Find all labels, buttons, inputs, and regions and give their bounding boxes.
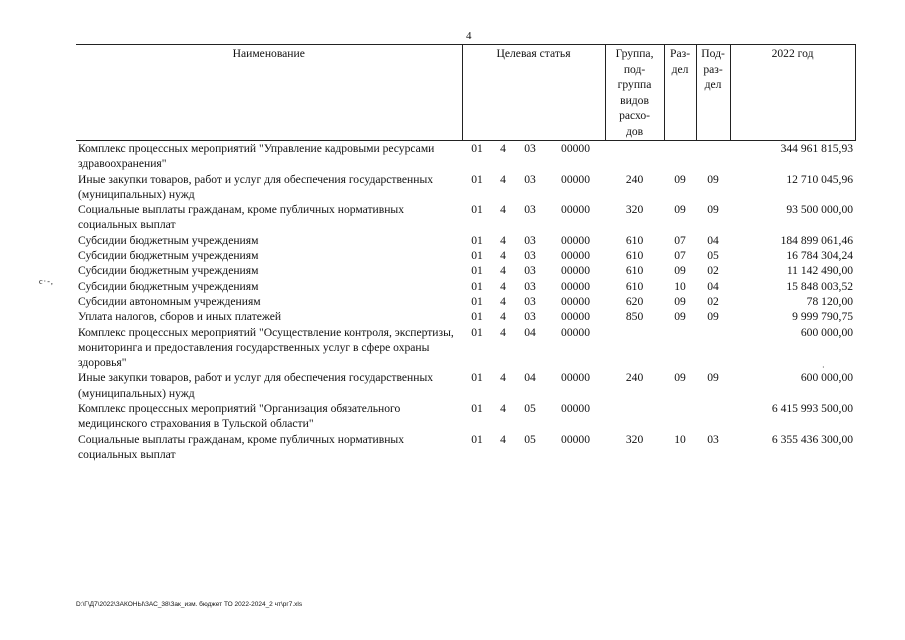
cell-t1: 01 [471, 432, 483, 446]
cell-t3: 04 [524, 371, 536, 385]
cell-amount: 600 000,00 [800, 371, 854, 385]
table-row [76, 172, 855, 203]
cell-t2: 4 [500, 233, 506, 247]
cell-name: Социальные выплаты гражданам, кроме публичных нормативных социальных выплат [78, 203, 405, 232]
cell-t2: 4 [500, 279, 506, 293]
cell-section [664, 325, 696, 371]
cell-t3: 03 [524, 294, 536, 308]
cell-name: Иные закупки товаров, работ и услуг для обеспечения государственных (муниципальных) нужд [78, 371, 434, 400]
cell-group: 610 [625, 233, 644, 247]
cell-t1: 01 [471, 264, 483, 278]
table-row [76, 432, 855, 463]
cell-group [605, 401, 664, 432]
cell-t4: 00000 [561, 432, 591, 446]
cell-name: Субсидии бюджетным учреждениям [78, 249, 259, 263]
table-row [76, 141, 855, 172]
cell-subsection: 02 [707, 264, 719, 278]
cell-group: 320 [625, 432, 644, 446]
cell-t4: 00000 [561, 279, 591, 293]
cell-amount: 600 000,00 [800, 325, 854, 339]
cell-t3: 03 [524, 142, 536, 155]
cell-group: 610 [625, 264, 644, 278]
cell-t3: 03 [524, 310, 536, 324]
cell-t3: 03 [524, 249, 536, 263]
cell-name: Комплекс процессных мероприятий "Управление кадровыми ресурсами здравоохранения" [78, 142, 435, 171]
cell-t4: 00000 [561, 294, 591, 308]
cell-t1: 01 [471, 203, 483, 217]
cell-t1: 01 [471, 310, 483, 324]
cell-section: 09 [674, 371, 686, 385]
cell-t4: 00000 [561, 172, 591, 186]
table-row [76, 401, 855, 432]
cell-section: 09 [674, 172, 686, 186]
cell-t4: 00000 [561, 233, 591, 247]
cell-amount: 6 415 993 500,00 [771, 402, 854, 416]
cell-t3: 05 [524, 402, 536, 416]
cell-t4: 00000 [561, 142, 591, 155]
cell-subsection: 09 [707, 310, 719, 324]
cell-subsection [696, 401, 730, 432]
cell-name: Уплата налогов, сборов и иных платежей [78, 310, 282, 324]
cell-t1: 01 [471, 371, 483, 385]
cell-t2: 4 [500, 310, 506, 324]
cell-subsection: 09 [707, 172, 719, 186]
cell-t2: 4 [500, 264, 506, 278]
cell-amount: 93 500 000,00 [786, 203, 854, 217]
cell-amount: 344 961 815,93 [780, 142, 854, 155]
cell-t4: 00000 [561, 264, 591, 278]
cell-section: 09 [674, 203, 686, 217]
cell-group: 610 [625, 249, 644, 263]
page-number: 4 [466, 30, 472, 42]
cell-section: 07 [674, 249, 686, 263]
cell-t3: 04 [524, 325, 536, 339]
cell-section: 09 [674, 294, 686, 308]
cell-amount: 15 848 003,52 [786, 279, 854, 293]
cell-t1: 01 [471, 294, 483, 308]
cell-t2: 4 [500, 203, 506, 217]
cell-section: 09 [674, 264, 686, 278]
cell-section [664, 401, 696, 432]
cell-subsection: 04 [707, 279, 719, 293]
cell-t1: 01 [471, 402, 483, 416]
cell-name: Комплекс процессных мероприятий "Организация обязательного медицинского страхования в Тульской области" [78, 402, 401, 431]
cell-t3: 03 [524, 172, 536, 186]
cell-t1: 01 [471, 325, 483, 339]
header-section: Раз- дел [664, 45, 696, 141]
cell-name: Иные закупки товаров, работ и услуг для обеспечения государственных (муниципальных) нужд [78, 172, 434, 201]
cell-subsection: 03 [707, 432, 719, 446]
cell-t2: 4 [500, 325, 506, 339]
cell-t1: 01 [471, 279, 483, 293]
cell-t4: 00000 [561, 249, 591, 263]
header-year: 2022 год [730, 45, 855, 141]
cell-group: 240 [625, 172, 644, 186]
cell-section: 09 [674, 310, 686, 324]
cell-t3: 03 [524, 264, 536, 278]
cell-group [605, 325, 664, 371]
header-target: Целевая статья [462, 45, 605, 141]
cell-section [664, 141, 696, 172]
cell-t2: 4 [500, 432, 506, 446]
cell-t3: 05 [524, 432, 536, 446]
cell-name: Субсидии бюджетным учреждениям [78, 279, 259, 293]
table-row [76, 279, 855, 294]
header-name: Наименование [76, 45, 462, 141]
cell-t4: 00000 [561, 371, 591, 385]
cell-subsection [696, 325, 730, 371]
cell-t3: 03 [524, 233, 536, 247]
cell-t2: 4 [500, 249, 506, 263]
cell-section: 10 [674, 432, 686, 446]
cell-group: 620 [625, 294, 644, 308]
cell-subsection: 05 [707, 249, 719, 263]
cell-t2: 4 [500, 402, 506, 416]
table-row [76, 370, 855, 401]
cell-t3: 03 [524, 279, 536, 293]
cell-subsection: 09 [707, 203, 719, 217]
cell-amount: 78 120,00 [806, 294, 854, 308]
scan-mark: с·-, [39, 277, 54, 286]
table-row [76, 248, 855, 263]
cell-name: Субсидии бюджетным учреждениям [78, 264, 259, 278]
cell-t2: 4 [500, 172, 506, 186]
cell-t2: 4 [500, 371, 506, 385]
cell-subsection: 09 [707, 371, 719, 385]
cell-group [605, 141, 664, 172]
cell-amount: 184 899 061,46 [780, 233, 854, 247]
cell-t4: 00000 [561, 402, 591, 416]
cell-subsection: 02 [707, 294, 719, 308]
cell-name: Субсидии бюджетным учреждениям [78, 233, 259, 247]
table-row [76, 325, 855, 371]
cell-group: 240 [625, 371, 644, 385]
cell-name: Субсидии автономным учреждениям [78, 294, 261, 308]
cell-group: 320 [625, 203, 644, 217]
cell-t1: 01 [471, 249, 483, 263]
cell-t4: 00000 [561, 310, 591, 324]
cell-name: Комплекс процессных мероприятий "Осуществление контроля, экспертизы, мониторинга и предоставления государственных услуг в сфере охраны здоровья" [78, 325, 454, 370]
header-group: Группа, под- группа видов расхо- дов [605, 45, 664, 141]
budget-table [76, 44, 856, 462]
cell-amount: 16 784 304,24 [786, 249, 854, 263]
table-header-row [76, 45, 855, 141]
cell-t1: 01 [471, 172, 483, 186]
cell-section: 10 [674, 279, 686, 293]
cell-amount: 9 999 790,75 [792, 310, 854, 324]
table-row [76, 294, 855, 309]
cell-t2: 4 [500, 294, 506, 308]
cell-subsection: 04 [707, 233, 719, 247]
header-subsection: Под- раз- дел [696, 45, 730, 141]
cell-t4: 00000 [561, 325, 591, 339]
cell-group: 610 [625, 279, 644, 293]
cell-subsection [696, 141, 730, 172]
file-path-footer: D:\Г\Д7\2022\ЗАКОНЫ\ЗАС_38\Зак_изм. бюджет ТО 2022-2024_2 чт\рг7.xls [76, 601, 303, 608]
cell-amount: 11 142 490,00 [786, 264, 854, 278]
table-body [76, 141, 855, 463]
table-row [76, 202, 855, 233]
scan-dot: · [822, 363, 825, 372]
cell-section: 07 [674, 233, 686, 247]
cell-t4: 00000 [561, 203, 591, 217]
cell-amount: 12 710 045,96 [786, 172, 854, 186]
cell-t1: 01 [471, 142, 483, 155]
cell-amount: 6 355 436 300,00 [771, 432, 854, 446]
table-row [76, 263, 855, 278]
cell-group: 850 [625, 310, 644, 324]
cell-name: Социальные выплаты гражданам, кроме публичных нормативных социальных выплат [78, 432, 405, 461]
cell-t1: 01 [471, 233, 483, 247]
table-row [76, 309, 855, 324]
cell-t3: 03 [524, 203, 536, 217]
table-row [76, 233, 855, 248]
cell-t2: 4 [500, 142, 506, 155]
